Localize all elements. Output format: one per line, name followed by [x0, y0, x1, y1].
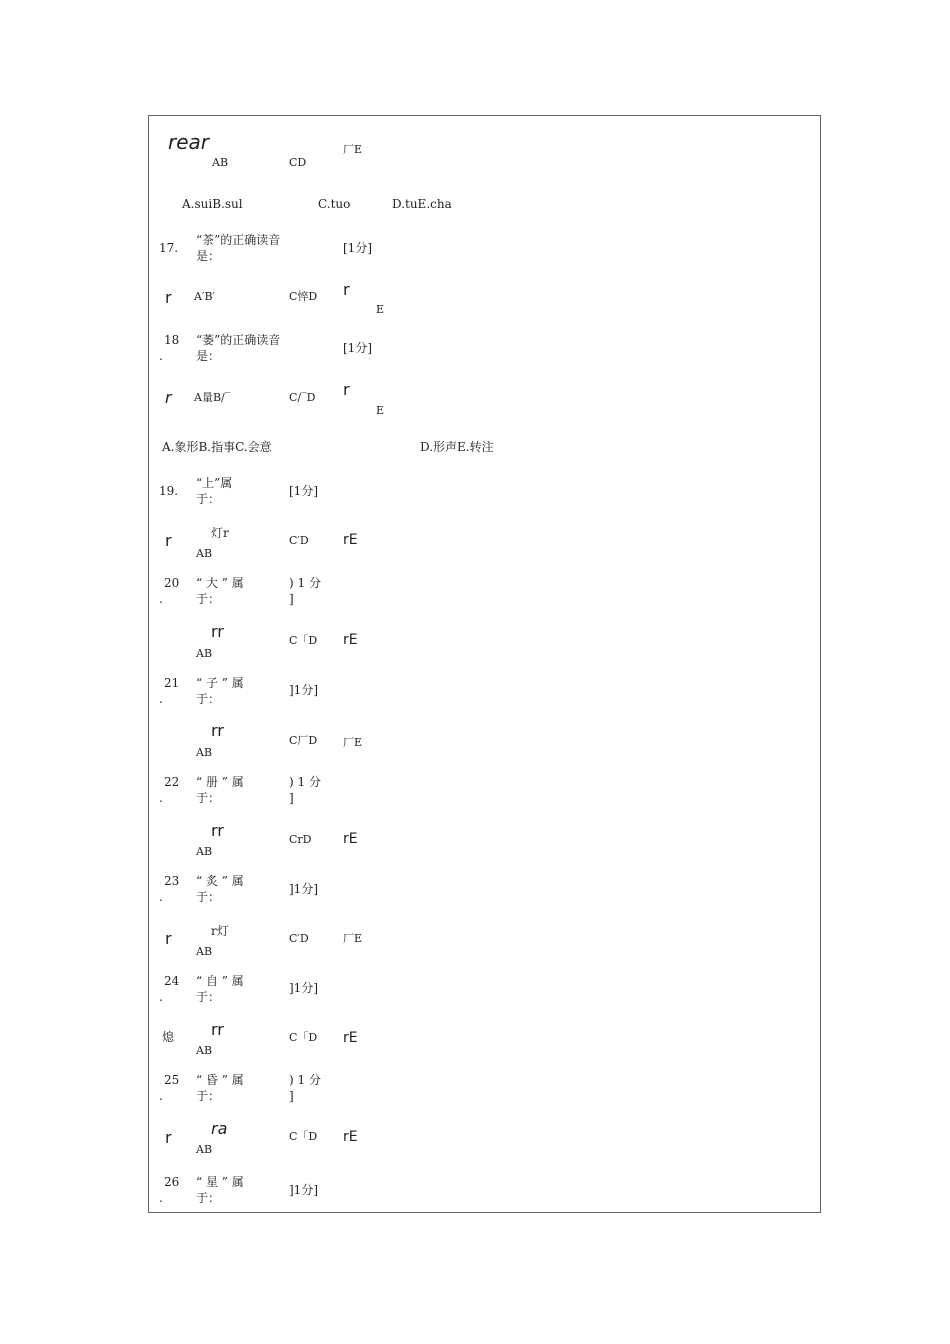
q22-dot: . [159, 791, 163, 805]
q19-score: [1分] [289, 484, 318, 498]
q25-dot: . [159, 1089, 163, 1103]
q23-number: 23 [164, 874, 180, 888]
category-options-d: D.形声E.转注 [420, 440, 494, 454]
q23-ab[interactable]: AB [196, 945, 213, 958]
q25-e[interactable]: rE [343, 1129, 358, 1145]
q18-text: “萎”的正确读音 [196, 333, 281, 347]
q19-radio-glyph[interactable]: r [165, 531, 172, 550]
q20-e[interactable]: rE [343, 632, 358, 648]
q23-score: ]1分] [289, 882, 318, 896]
q18-number: 18 [164, 333, 180, 347]
q20-cd[interactable]: C「D [289, 634, 318, 647]
q22-text: “ 册 ” 属 [196, 775, 244, 789]
q23-cd[interactable]: C′D [289, 932, 309, 945]
q20-dot: . [159, 592, 163, 606]
q21-number: 21 [164, 676, 180, 690]
q17-glyph2: r [343, 280, 350, 299]
q17-number: 17. [159, 241, 179, 255]
q25-text2: 于： [196, 1089, 221, 1103]
option-d: D.tuE.cha [392, 197, 452, 211]
q21-dot: . [159, 692, 163, 706]
q22-number: 22 [164, 775, 180, 789]
header-e: 厂E [343, 143, 363, 156]
q17-text2: 是： [196, 249, 221, 263]
q17-cd[interactable]: C悴D [289, 290, 318, 303]
q20-text2: 于： [196, 592, 221, 606]
q23-text2: 于： [196, 890, 221, 904]
q25-number: 25 [164, 1073, 180, 1087]
q26-text2: 于： [196, 1191, 221, 1205]
q24-number: 24 [164, 974, 180, 988]
q19-ab[interactable]: AB [196, 547, 213, 560]
q25-cd[interactable]: C「D [289, 1130, 318, 1143]
q24-ab[interactable]: AB [196, 1044, 213, 1057]
q22-option-top[interactable]: rr [211, 821, 224, 840]
q23-radio-glyph[interactable]: r [165, 929, 172, 948]
q17-text: “茶”的正确读音 [196, 233, 281, 247]
q23-dot: . [159, 890, 163, 904]
q18-glyph2: r [343, 380, 350, 399]
q18-e[interactable]: E [376, 404, 385, 417]
q24-e[interactable]: rE [343, 1030, 358, 1046]
q20-text: “ 大 ” 属 [196, 576, 244, 590]
q26-score: ]1分] [289, 1183, 318, 1197]
q19-text2: 于： [196, 492, 221, 506]
q17-score: [1分] [343, 241, 372, 255]
option-a: A.suiB.sul [182, 197, 243, 211]
q22-e[interactable]: rE [343, 831, 358, 847]
q22-score-bracket: ] [289, 791, 294, 805]
q21-text: “ 子 ” 属 [196, 676, 244, 690]
q24-dot: . [159, 990, 163, 1004]
q21-ab[interactable]: AB [196, 746, 213, 759]
q20-option-top[interactable]: rr [211, 622, 224, 641]
header-word: rear [168, 130, 210, 154]
q18-text2: 是： [196, 349, 221, 363]
q18-ab[interactable]: A量B/‾ [194, 391, 231, 404]
q24-text2: 于： [196, 990, 221, 1004]
q17-ab[interactable]: A′B′ [194, 290, 216, 303]
q22-score: ) 1 分 [289, 775, 321, 789]
q19-e[interactable]: rE [343, 532, 358, 548]
option-c: C.tuo [318, 197, 351, 211]
q23-option-top[interactable]: r灯 [211, 924, 229, 938]
q19-cd[interactable]: C′D [289, 534, 309, 547]
q25-ab[interactable]: AB [196, 1143, 213, 1156]
q19-number: 19. [159, 484, 179, 498]
category-options-a: A.象形B.指事C.会意 [162, 440, 272, 454]
q21-score: ]1分] [289, 683, 318, 697]
q26-dot: . [159, 1191, 163, 1205]
q25-radio-glyph[interactable]: r [165, 1128, 172, 1147]
q20-number: 20 [164, 576, 180, 590]
q22-ab[interactable]: AB [196, 845, 213, 858]
q18-cd[interactable]: C/‾D [289, 391, 316, 404]
q18-dot: . [159, 349, 163, 363]
header-ab: AB [212, 156, 229, 169]
q22-cd[interactable]: CrD [289, 833, 312, 846]
q20-ab[interactable]: AB [196, 647, 213, 660]
q23-text: “ 炙 ” 属 [196, 874, 244, 888]
q24-radio-glyph[interactable]: 熄 [162, 1030, 175, 1044]
q26-number: 26 [164, 1175, 180, 1189]
q18-score: [1分] [343, 341, 372, 355]
q23-e[interactable]: 厂E [343, 932, 363, 945]
q20-score: ) 1 分 [289, 576, 321, 590]
header-cd: CD [289, 156, 307, 169]
q21-e[interactable]: 厂E [343, 736, 363, 749]
q20-score-bracket: ] [289, 592, 294, 606]
question-frame [148, 115, 821, 1213]
q24-score: ]1分] [289, 981, 318, 995]
q21-option-top[interactable]: rr [211, 721, 224, 740]
q24-text: “ 自 ” 属 [196, 974, 244, 988]
q22-text2: 于： [196, 791, 221, 805]
q25-score-bracket: ] [289, 1089, 294, 1103]
q21-text2: 于： [196, 692, 221, 706]
q17-e[interactable]: E [376, 303, 385, 316]
q25-text: “ 昏 ” 属 [196, 1073, 244, 1087]
q24-option-top[interactable]: rr [211, 1020, 224, 1039]
q25-score: ) 1 分 [289, 1073, 321, 1087]
q19-option-top[interactable]: 灯r [211, 526, 229, 540]
q18-radio-glyph[interactable]: r [165, 388, 172, 407]
q19-text: “上”属 [196, 476, 233, 490]
q26-text: “ 星 ” 属 [196, 1175, 244, 1189]
q25-option-top[interactable]: ra [211, 1119, 228, 1138]
q21-cd[interactable]: C厂D [289, 734, 318, 747]
q17-radio-glyph[interactable]: r [165, 288, 172, 307]
q24-cd[interactable]: C「D [289, 1031, 318, 1044]
